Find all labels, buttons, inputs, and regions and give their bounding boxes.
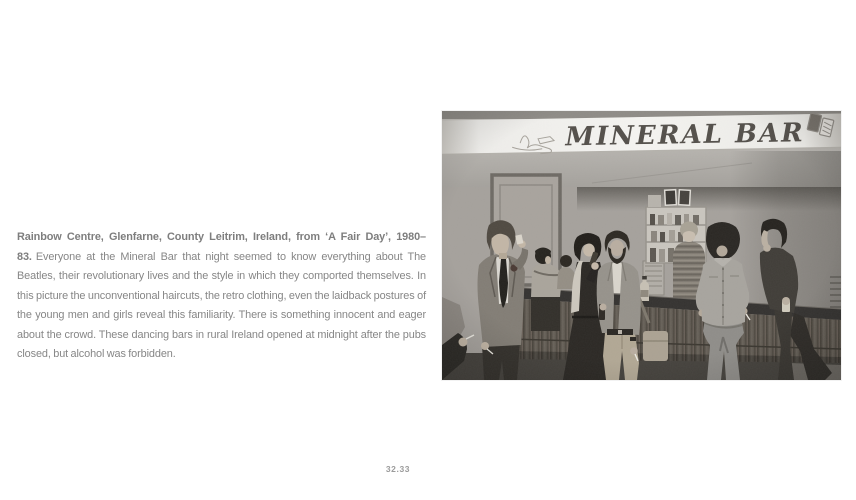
photo-grain xyxy=(442,111,841,380)
caption-block xyxy=(17,228,426,365)
mineral-bar-photo-art xyxy=(442,111,841,380)
caption-body: Everyone at the Mineral Bar that night seemed to know everything about The Beatles, their revolutionary lives and the style in which they comported themselves. In this picture the unconventional haircuts, the retro clothing, even the laidback postures of the young men and girls reveal this familiarity. There is something innocent and eager about the crowd. These dancing bars in rural Ireland opened at midnight after the pubs closed, but alcohol was forbidden. xyxy=(17,250,426,360)
caption-heading: Rainbow Centre, Glenfarne, County Leitrim, Ireland, from ‘A Fair Day’, 1980–83. xyxy=(17,231,426,263)
page-number: 32.33 xyxy=(385,464,411,474)
photograph xyxy=(442,111,841,380)
